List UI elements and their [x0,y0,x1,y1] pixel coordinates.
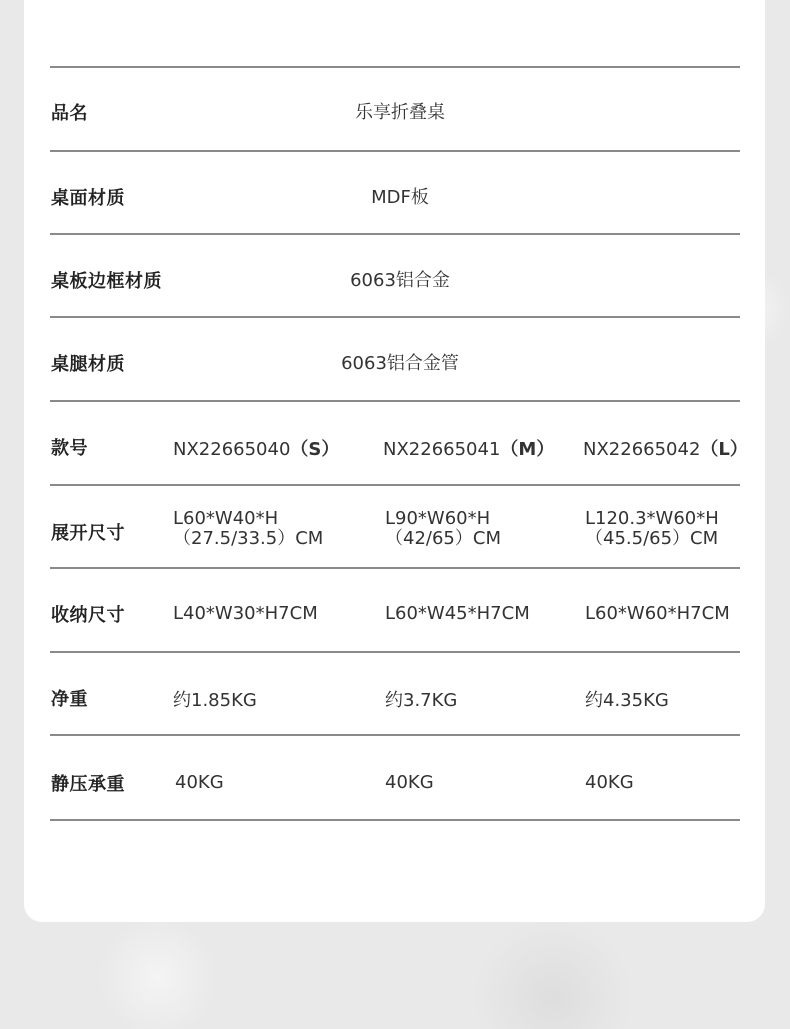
row-value-tabletop-material: MDF板 [371,187,429,208]
table-divider [50,233,740,235]
size-line: L60*W40*H [173,508,279,529]
unfolded-size-m [385,509,501,549]
size-line: L120.3*W60*H [585,508,719,529]
table-divider [50,400,740,402]
table-divider [50,484,740,486]
folded-size-l: L60*W60*H7CM [585,603,730,624]
table-divider [50,567,740,569]
model-l [583,435,748,461]
static-load-m: 40KG [385,772,434,793]
size-line: （27.5/33.5）CM [173,528,324,549]
table-divider [50,651,740,653]
table-divider [50,316,740,318]
table-divider [50,66,740,68]
net-weight-s: 约1.85KG [173,690,257,711]
table-divider [50,150,740,152]
row-label-static-load: 静压承重 [51,774,125,795]
net-weight-l: 约4.35KG [585,690,669,711]
model-size: （M） [500,439,555,460]
row-value-product-name: 乐享折叠桌 [355,102,445,123]
row-value-leg-material: 6063铝合金管 [341,353,459,374]
model-s [173,435,339,461]
folded-size-m: L60*W45*H7CM [385,603,530,624]
row-label-unfolded-size: 展开尺寸 [51,523,125,544]
model-size: （L） [700,439,748,460]
size-line: L90*W60*H [385,508,491,529]
row-label-frame-material: 桌板边框材质 [51,271,162,292]
row-label-product-name: 品名 [51,103,88,124]
row-label-net-weight: 净重 [51,689,88,710]
model-size: （S） [290,439,340,460]
row-label-model: 款号 [51,438,88,459]
model-m [383,435,554,461]
row-value-frame-material: 6063铝合金 [350,270,450,291]
model-code: NX22665042 [583,439,701,460]
table-divider [50,734,740,736]
unfolded-size-l [585,509,719,549]
row-label-leg-material: 桌腿材质 [51,354,125,375]
size-line: （45.5/65）CM [585,528,719,549]
static-load-l: 40KG [585,772,634,793]
row-label-folded-size: 收纳尺寸 [51,605,125,626]
static-load-s: 40KG [175,772,224,793]
model-code: NX22665041 [383,439,501,460]
row-label-tabletop-material: 桌面材质 [51,188,125,209]
net-weight-m: 约3.7KG [385,690,458,711]
size-line: （42/65）CM [385,528,501,549]
table-divider [50,819,740,821]
folded-size-s: L40*W30*H7CM [173,603,318,624]
unfolded-size-s [173,509,323,549]
model-code: NX22665040 [173,439,291,460]
